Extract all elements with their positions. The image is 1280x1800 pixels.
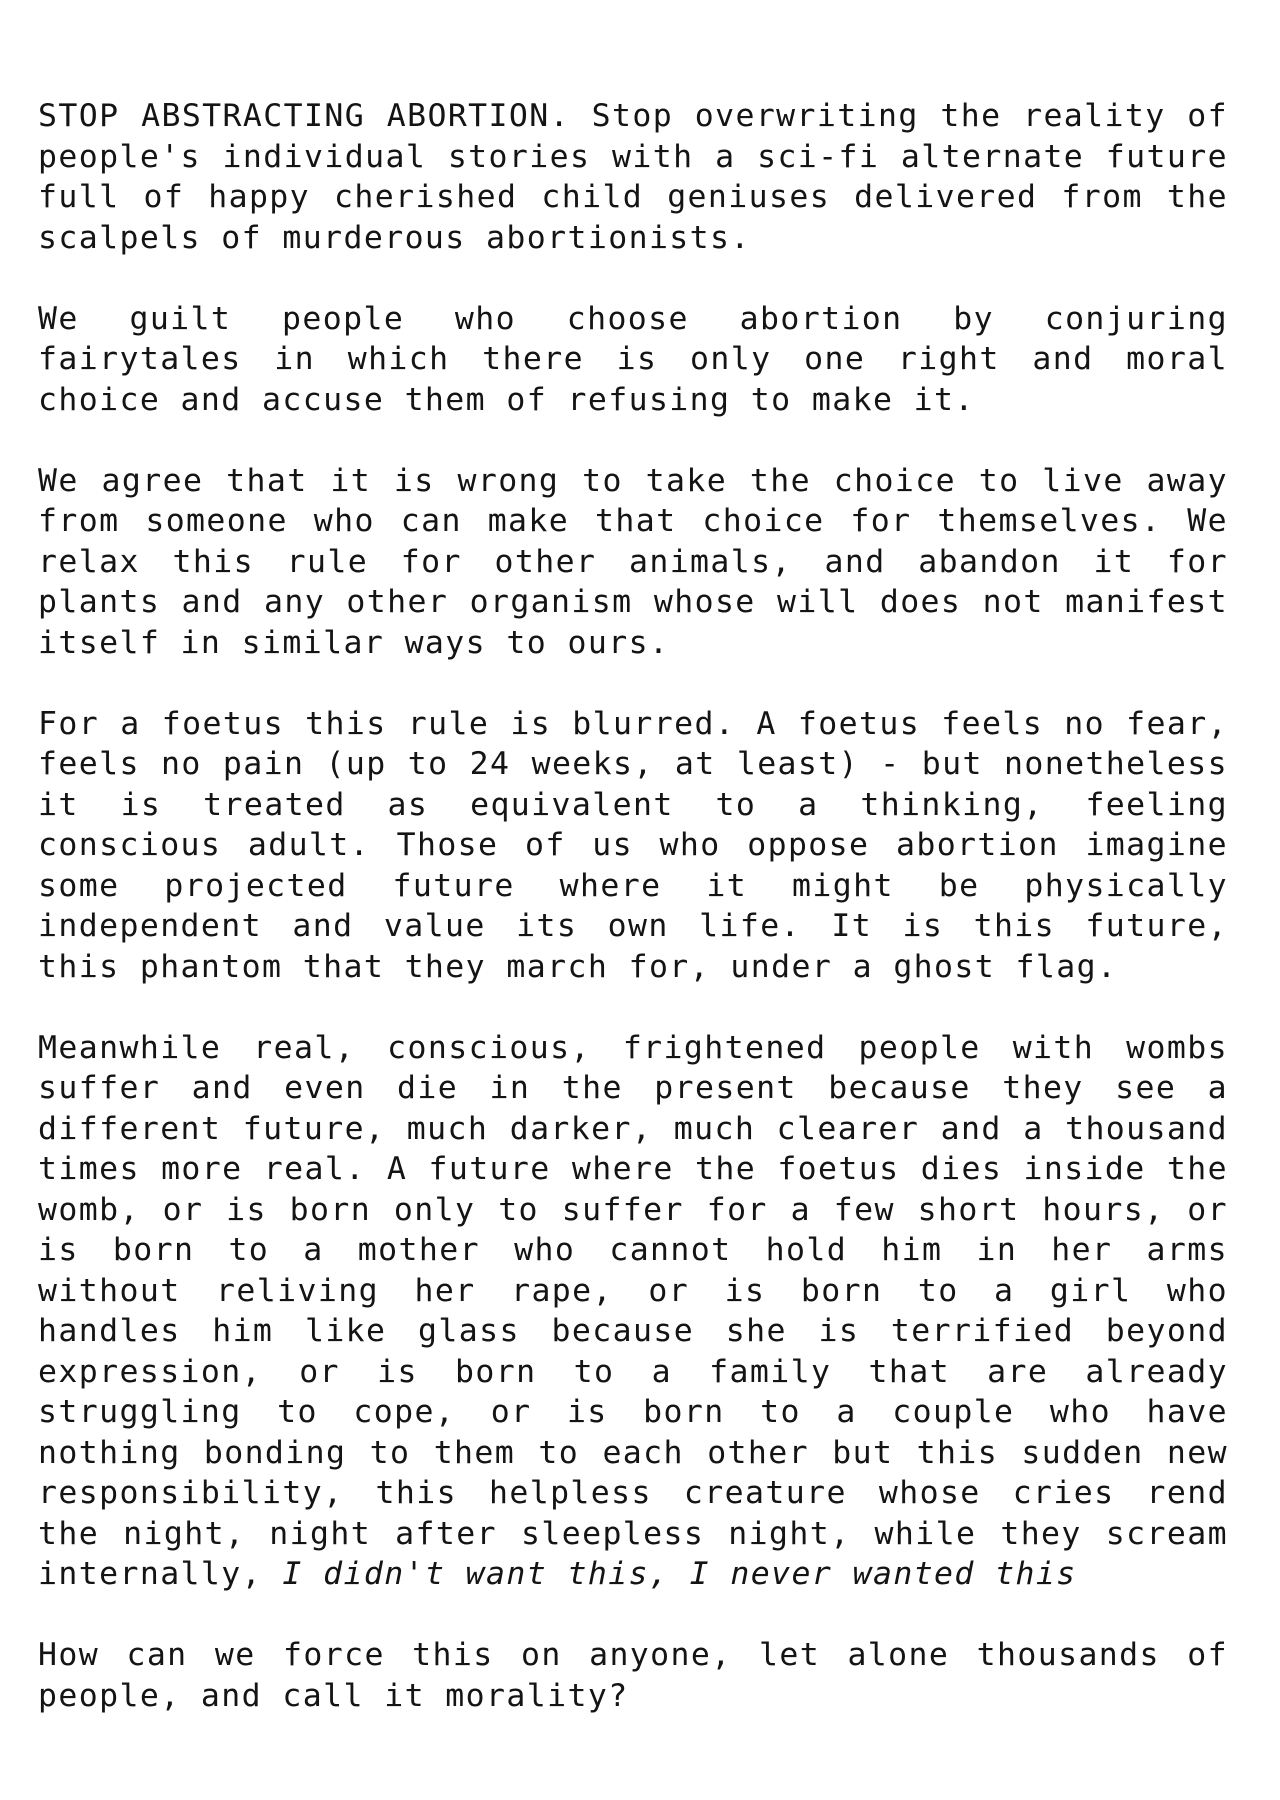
document-page (38, 96, 1228, 1757)
paragraph-6: How can we force this on anyone, let alone thousands of people, and call it morality? (38, 1637, 1228, 1714)
paragraph-5-italic-ending: I didn't want this, I never wanted this (282, 1556, 1077, 1592)
paragraph-4: For a foetus this rule is blurred. A foetus feels no fear, feels no pain (up to 24 weeks, at least) - but nonetheless it is treated as equivalent to a thinking, feeling conscious adult. Those of us who oppose abortion imagine some projected future where it might be physically independent and value its own life. It is this future, this phantom that they march for, under a ghost flag. (38, 705, 1228, 985)
paragraph-2: We guilt people who choose abortion by conjuring fairytales in which there is only one right and moral choice and accuse them of refusing to make it. (38, 300, 1228, 418)
paragraph-3: We agree that it is wrong to take the choice to live away from someone who can make that choice for themselves. We relax this rule for other animals, and abandon it for plants and any other organism whose will does not manifest itself in similar ways to ours. (38, 462, 1228, 661)
paragraph-5 (38, 1028, 1228, 1595)
paragraph-5-text: Meanwhile real, conscious, frightened people with wombs suffer and even die in the present because they see a different future, much darker, much clearer and a thousand times more real. A future where the foetus dies inside the womb, or is born only to suffer for a few short hours, or is born to a mother who cannot hold him in her arms without reliving her rape, or is born to a girl who handles him like glass because she is terrified beyond expression, or is born to a family that are already struggling to cope, or is born to a couple who have nothing bonding to them to each other but this sudden new responsibility, this helpless creature whose cries rend the night, night after sleepless night, while they scream internally, (38, 1029, 1228, 1592)
paragraph-1: STOP ABSTRACTING ABORTION. Stop overwriting the reality of people's individual stories with a sci-fi alternate future full of happy cherished child geniuses delivered from the scalpels of murderous abortionists. (38, 98, 1228, 256)
